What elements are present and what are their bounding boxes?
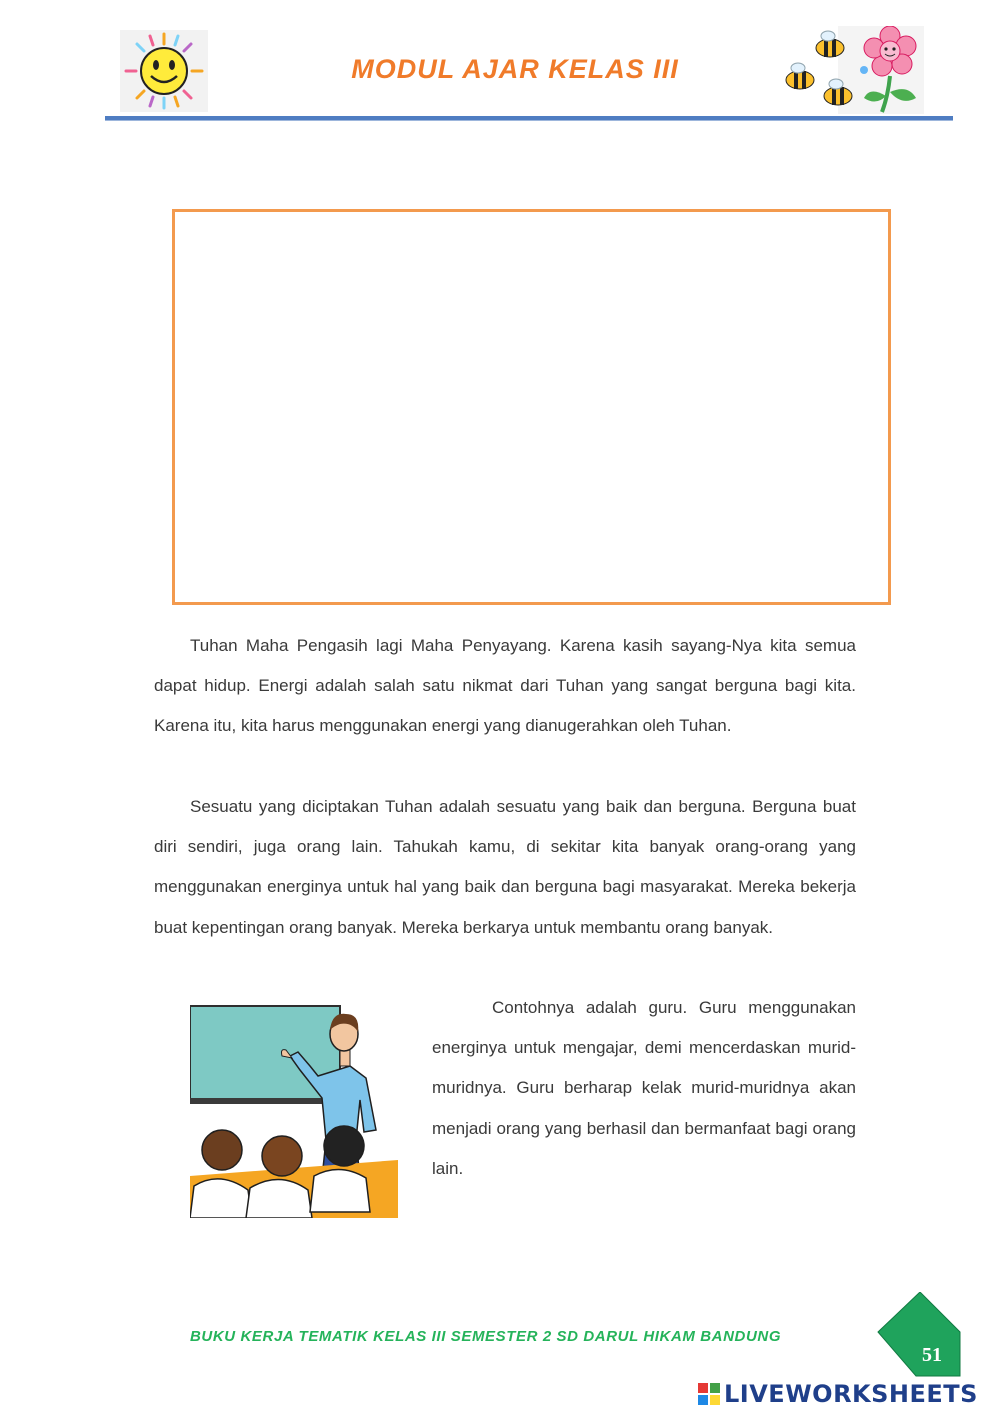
paragraph-1: Tuhan Maha Pengasih lagi Maha Penyayang. Karena kasih sayang-Nya kita semua dapat hidup. Energi adalah salah satu nikmat dari Tuhan yang sangat berguna bagi kita. Karena itu, kita harus menggunakan energi yang dianugerahkan oleh Tuhan. [154, 636, 856, 736]
liveworksheets-badge-icon [698, 1383, 720, 1405]
bees-and-flower-icon [778, 26, 926, 114]
page-number: 51 [922, 1344, 942, 1366]
paragraph-2: Sesuatu yang diciptakan Tuhan adalah sesuatu yang baik dan berguna. Berguna buat diri sendiri, juga orang lain. Tahukah kamu, di sekitar kita banyak orang-orang yang menggunakan energinya untuk hal yang baik dan berguna bagi masyarakat. Mereka bekerja buat kepentingan orang banyak. Mereka berkarya untuk membantu orang banyak. [154, 797, 856, 937]
teacher-in-classroom-illustration [190, 1000, 398, 1218]
footer-book-title: BUKU KERJA TEMATIK KELAS III SEMESTER 2 SD DARUL HIKAM BANDUNG [190, 1328, 782, 1345]
liveworksheets-logo [698, 1378, 998, 1410]
smiling-sun-icon [120, 30, 208, 112]
paragraph-3: Contohnya adalah guru. Guru menggunakan energinya untuk mengajar, demi mencerdaskan murid-muridnya. Guru berharap kelak murid-muridnya akan menjadi orang yang berhasil dan bermanfaat bagi orang lain. [432, 998, 856, 1178]
empty-answer-frame [172, 209, 891, 605]
module-title: MODUL AJAR KELAS III [351, 54, 679, 84]
liveworksheets-wordmark: LIVEWORKSHEETS [724, 1380, 978, 1408]
header-divider [105, 116, 953, 120]
